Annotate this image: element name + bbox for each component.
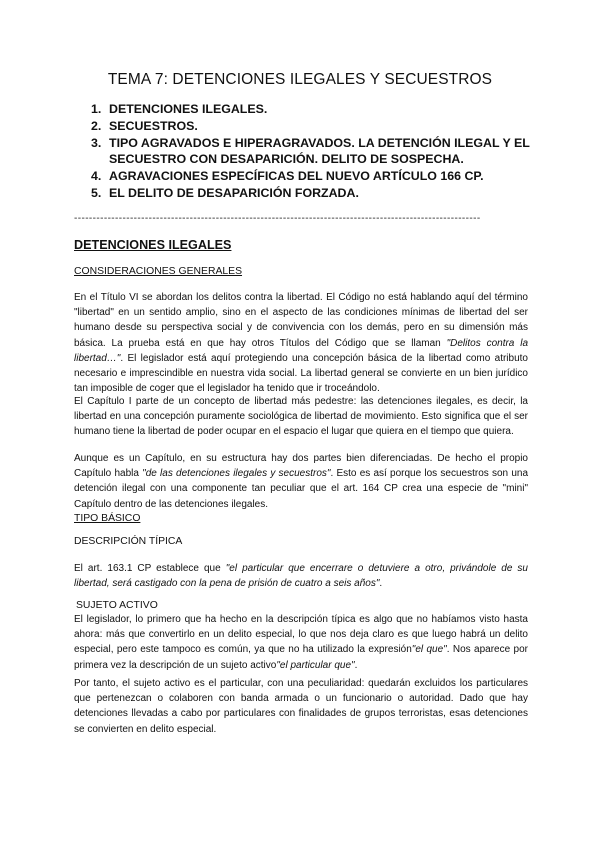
paragraph [74, 612, 528, 673]
paragraph-text: El legislador, lo primero que ha hecho en la descripción típica es algo que no habíamos visto hasta ahora: más que convertirlo en un delito especial, lo que nos deja claro es que luego habrá un delito especial, pero este tampoco es común, ya que no ha utilizado la expresión [74, 614, 528, 656]
paragraph-text: . Nos aparece por primera vez la descripción de un sujeto activo [74, 644, 528, 671]
toc-number: 1. [91, 102, 102, 116]
paragraph-text: . Esto es así porque los secuestros son una detención ilegal con una componente tan peculiar que el art. 164 CP crea una especie de "mini" Capítulo dentro de las detenciones ilegales. [74, 468, 529, 510]
paragraph-quote: "el particular que" [276, 659, 355, 671]
paragraph-text: El art. 163.1 CP establece que [74, 563, 226, 574]
paragraph-quote: "de las detenciones ilegales y secuestros" [142, 468, 331, 480]
toc-number: 5. [91, 185, 102, 200]
toc-item [91, 101, 531, 118]
subheading-tipo-basico: TIPO BÁSICO [74, 513, 141, 524]
toc-item [91, 168, 531, 185]
toc-text: DETENCIONES ILEGALES. [109, 102, 268, 116]
paragraph-quote: "Delitos contra la libertad…" [74, 337, 529, 364]
paragraph-text: . [379, 578, 383, 590]
toc-number: 2. [91, 118, 102, 133]
label-descripcion: DESCRIPCIÓN TÍPICA [74, 536, 183, 547]
paragraph: El Capítulo I parte de un concepto de libertad más pedestre: las detenciones ilegales, es decir, la libertad en una concepción puramente sociológica de libertad de movimiento. Esto significa que el ser humano tiene la libertad de poder ocupar en el espacio el lugar que quiera en el tiempo que quiera. [74, 396, 528, 438]
toc-text: SECUESTROS. [109, 118, 198, 133]
paragraph-text: . El legislador está aquí protegiendo una concepción básica de la libertad como atributo necesario e imprescindible en nuestra vida social. La libertad general se convierte en un bien jurídico tan imposible de coger que el legislador ha tenido que ir troceándolo. [74, 352, 528, 395]
paragraph [74, 290, 528, 396]
paragraph-text: . [354, 659, 358, 671]
toc-item [91, 135, 531, 169]
label-sujeto-activo: SUJETO ACTIVO [76, 600, 158, 611]
paragraph-quote: "el particular que encerrare o detuviere a otro, privándole de su libertad, será castigado con la pena de prisión de cuatro a seis años" [74, 563, 528, 590]
paragraph [74, 561, 528, 591]
toc-number: 4. [91, 169, 102, 184]
document-title: TEMA 7: DETENCIONES ILEGALES Y SECUESTROS [107, 71, 493, 88]
paragraph-text: En el Título VI se abordan los delitos contra la libertad. El Código no está hablando aquí del término "libertad" en un sentido amplio, sino en el aspecto de las condiciones mínimas de libertad del ser humano desde su perspectiva social y de convivencia con los demás, pero en su dimensión más básica. La prueba está en que hay otros Títulos del Código que se llaman [74, 292, 528, 349]
separator-line: ------------------------------------------------------------------------------------------------------------- [74, 213, 481, 224]
subheading-consideraciones: CONSIDERACIONES GENERALES [74, 266, 243, 277]
paragraph-text: Aunque es un Capítulo, en su estructura hay dos partes bien diferenciadas. De hecho el propio Capítulo habla [74, 453, 528, 480]
toc-text: TIPO AGRAVADOS E HIPERAGRAVADOS. LA DETENCIÓN ILEGAL Y EL SECUESTRO CON DESAPARICIÓN. DELITO DE SOSPECHA. [109, 135, 530, 167]
toc-number: 3. [91, 135, 102, 150]
toc-item [91, 118, 531, 135]
paragraph: Por tanto, el sujeto activo es el particular, con una peculiaridad: quedarán excluidos los particulares que pertenezcan o colaboren con banda armada o un funcionario o autoridad. Dado que hay detenciones llevadas a cabo por particulares con finalidades de grupos terroristas, esas detenciones se convierten en delito especial. [74, 678, 528, 735]
paragraph [74, 451, 528, 512]
section-heading: DETENCIONES ILEGALES [74, 238, 232, 252]
paragraph-quote: "el que" [411, 644, 447, 656]
toc-text: AGRAVACIONES ESPECÍFICAS DEL NUEVO ARTÍCULO 166 CP. [109, 169, 484, 184]
table-of-contents [91, 101, 531, 202]
toc-item [91, 185, 531, 202]
toc-text: EL DELITO DE DESAPARICIÓN FORZADA. [109, 185, 359, 200]
